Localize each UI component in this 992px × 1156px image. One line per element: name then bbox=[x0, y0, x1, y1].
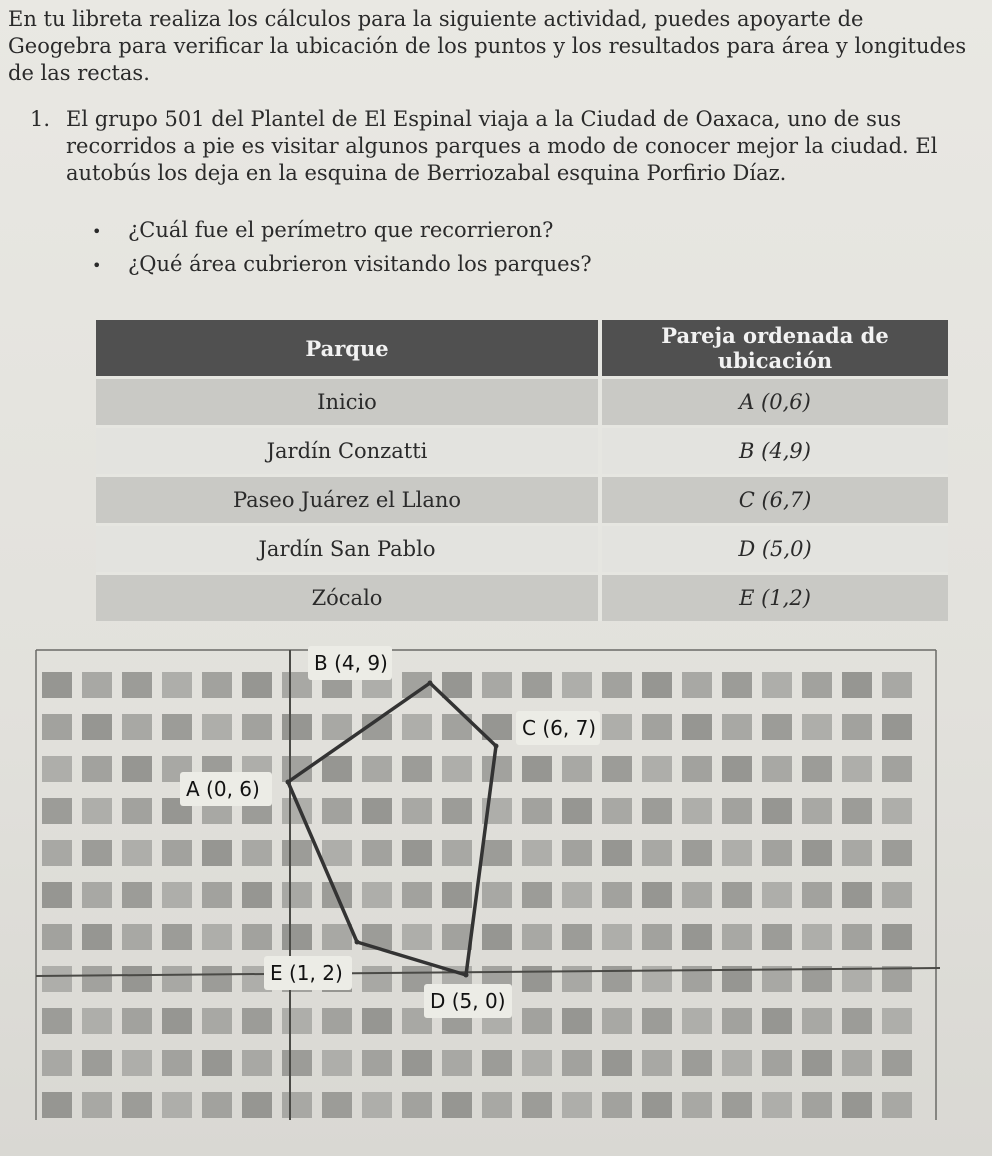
parks-table bbox=[96, 320, 948, 621]
city-block bbox=[82, 966, 112, 992]
park-coord: C (6,7) bbox=[600, 476, 948, 525]
city-block bbox=[562, 882, 592, 908]
city-block bbox=[402, 840, 432, 866]
city-block bbox=[802, 1050, 832, 1076]
city-block bbox=[562, 1092, 592, 1118]
city-block bbox=[562, 1050, 592, 1076]
city-block bbox=[762, 882, 792, 908]
city-block bbox=[242, 1092, 272, 1118]
point-label-d bbox=[424, 984, 512, 1018]
city-block bbox=[882, 1008, 912, 1034]
point-label-b bbox=[308, 646, 392, 680]
city-block bbox=[642, 672, 672, 698]
city-block bbox=[882, 714, 912, 740]
city-block bbox=[402, 714, 432, 740]
city-block bbox=[282, 714, 312, 740]
city-block bbox=[202, 1092, 232, 1118]
city-block bbox=[282, 672, 312, 698]
city-block bbox=[322, 1092, 352, 1118]
city-block bbox=[482, 672, 512, 698]
city-block bbox=[762, 672, 792, 698]
city-block bbox=[242, 714, 272, 740]
city-block bbox=[42, 714, 72, 740]
city-block bbox=[682, 1092, 712, 1118]
city-block bbox=[482, 924, 512, 950]
vertex-e bbox=[355, 940, 360, 945]
city-block bbox=[402, 1092, 432, 1118]
point-label-text: A (0, 6) bbox=[186, 777, 260, 801]
city-block bbox=[122, 924, 152, 950]
city-block bbox=[162, 840, 192, 866]
city-block bbox=[442, 882, 472, 908]
city-block bbox=[642, 882, 672, 908]
city-block bbox=[762, 714, 792, 740]
city-block bbox=[762, 1008, 792, 1034]
city-block bbox=[842, 714, 872, 740]
city-block bbox=[522, 672, 552, 698]
city-block bbox=[322, 840, 352, 866]
city-block bbox=[122, 1050, 152, 1076]
city-block bbox=[42, 1092, 72, 1118]
table-row bbox=[96, 525, 948, 574]
city-block bbox=[602, 1008, 632, 1034]
city-block bbox=[682, 672, 712, 698]
city-block bbox=[282, 924, 312, 950]
city-block bbox=[562, 798, 592, 824]
city-block bbox=[42, 672, 72, 698]
city-block bbox=[882, 672, 912, 698]
city-block bbox=[722, 798, 752, 824]
city-block bbox=[162, 1008, 192, 1034]
city-block bbox=[522, 882, 552, 908]
city-block bbox=[442, 924, 472, 950]
city-block bbox=[162, 966, 192, 992]
park-name: Zócalo bbox=[96, 574, 600, 622]
intro-paragraph: En tu libreta realiza los cálculos para la siguiente actividad, puedes apoyarte de Geogebra para verificar la ubicación de los puntos y los resultados para área y longitudes de las rectas. bbox=[8, 7, 967, 85]
city-block bbox=[882, 924, 912, 950]
park-coord: E (1,2) bbox=[600, 574, 948, 622]
city-block bbox=[122, 1008, 152, 1034]
city-block bbox=[322, 1050, 352, 1076]
city-block bbox=[802, 1092, 832, 1118]
city-block bbox=[602, 672, 632, 698]
city-block bbox=[842, 1008, 872, 1034]
city-block bbox=[322, 924, 352, 950]
city-block bbox=[282, 1008, 312, 1034]
park-coord: D (5,0) bbox=[600, 525, 948, 574]
table-row bbox=[96, 427, 948, 476]
header-park: Parque bbox=[96, 320, 600, 378]
problem-text: El grupo 501 del Plantel de El Espinal viaja a la Ciudad de Oaxaca, uno de sus recorridos a pie es visitar algunos parques a modo de conocer mejor la ciudad. El autobús los deja en la esquina de Berriozabal esquina Porfirio Díaz. bbox=[66, 107, 938, 185]
park-name: Paseo Juárez el Llano bbox=[96, 476, 600, 525]
city-block bbox=[522, 840, 552, 866]
vertex-b bbox=[428, 681, 433, 686]
city-block bbox=[242, 882, 272, 908]
city-block bbox=[442, 840, 472, 866]
city-block bbox=[762, 840, 792, 866]
city-block bbox=[562, 672, 592, 698]
city-block bbox=[562, 756, 592, 782]
city-block bbox=[642, 840, 672, 866]
city-block bbox=[122, 966, 152, 992]
city-block bbox=[602, 714, 632, 740]
city-block bbox=[122, 1092, 152, 1118]
city-block bbox=[842, 966, 872, 992]
table-row bbox=[96, 476, 948, 525]
city-block bbox=[522, 966, 552, 992]
city-block bbox=[122, 798, 152, 824]
city-block bbox=[762, 798, 792, 824]
city-block bbox=[82, 840, 112, 866]
city-block bbox=[802, 756, 832, 782]
city-block bbox=[722, 882, 752, 908]
vertex-d bbox=[464, 973, 469, 978]
city-block bbox=[82, 672, 112, 698]
point-label-a bbox=[180, 772, 272, 806]
point-label-text: B (4, 9) bbox=[314, 651, 388, 675]
vertex-c bbox=[494, 744, 499, 749]
city-block bbox=[882, 798, 912, 824]
table-row bbox=[96, 378, 948, 427]
city-block bbox=[242, 1008, 272, 1034]
city-block bbox=[282, 882, 312, 908]
city-block bbox=[522, 1092, 552, 1118]
city-block bbox=[442, 1050, 472, 1076]
city-block bbox=[882, 756, 912, 782]
city-block bbox=[642, 798, 672, 824]
city-block bbox=[82, 714, 112, 740]
city-block bbox=[482, 1050, 512, 1076]
city-block bbox=[202, 1050, 232, 1076]
city-block bbox=[722, 924, 752, 950]
city-block bbox=[682, 1050, 712, 1076]
city-block bbox=[722, 1008, 752, 1034]
city-block bbox=[842, 672, 872, 698]
city-map bbox=[0, 620, 992, 1156]
city-block bbox=[722, 1092, 752, 1118]
city-block bbox=[242, 672, 272, 698]
city-block bbox=[802, 1008, 832, 1034]
city-block bbox=[322, 756, 352, 782]
city-block bbox=[122, 840, 152, 866]
city-block bbox=[442, 756, 472, 782]
point-label-text: E (1, 2) bbox=[270, 961, 343, 985]
city-block bbox=[602, 798, 632, 824]
point-label-text: D (5, 0) bbox=[430, 989, 506, 1013]
city-block bbox=[362, 966, 392, 992]
city-block bbox=[802, 924, 832, 950]
city-block bbox=[682, 840, 712, 866]
city-block bbox=[42, 924, 72, 950]
point-label-text: C (6, 7) bbox=[522, 716, 597, 740]
city-block bbox=[762, 924, 792, 950]
city-block bbox=[82, 1008, 112, 1034]
city-block bbox=[522, 1008, 552, 1034]
city-block bbox=[882, 1050, 912, 1076]
city-block bbox=[402, 1050, 432, 1076]
city-block bbox=[42, 756, 72, 782]
city-block bbox=[202, 840, 232, 866]
city-block bbox=[842, 798, 872, 824]
city-block bbox=[42, 966, 72, 992]
city-block bbox=[722, 756, 752, 782]
city-block bbox=[42, 840, 72, 866]
city-block bbox=[122, 756, 152, 782]
point-label-c bbox=[516, 711, 600, 745]
city-block bbox=[42, 1050, 72, 1076]
city-block bbox=[82, 756, 112, 782]
question-area: • ¿Qué área cubrieron visitando los parques? bbox=[92, 248, 592, 282]
vertex-a bbox=[286, 780, 291, 785]
city-block bbox=[642, 924, 672, 950]
city-block bbox=[122, 882, 152, 908]
city-map-canvas bbox=[0, 620, 992, 1156]
city-block bbox=[162, 1050, 192, 1076]
city-block bbox=[242, 1050, 272, 1076]
city-block bbox=[682, 756, 712, 782]
city-block bbox=[202, 882, 232, 908]
city-block bbox=[522, 1050, 552, 1076]
city-block bbox=[202, 714, 232, 740]
city-block bbox=[402, 882, 432, 908]
city-block bbox=[802, 798, 832, 824]
city-block bbox=[362, 840, 392, 866]
city-block bbox=[522, 798, 552, 824]
city-block bbox=[562, 840, 592, 866]
city-block bbox=[202, 1008, 232, 1034]
city-block bbox=[602, 1050, 632, 1076]
city-block bbox=[722, 714, 752, 740]
park-name: Jardín Conzatti bbox=[96, 427, 600, 476]
city-block bbox=[202, 672, 232, 698]
city-block bbox=[42, 882, 72, 908]
city-block bbox=[642, 1008, 672, 1034]
city-block bbox=[442, 798, 472, 824]
header-coordinate: Pareja ordenada de ubicación bbox=[600, 320, 948, 378]
city-block bbox=[802, 714, 832, 740]
city-block bbox=[82, 1050, 112, 1076]
city-block bbox=[202, 924, 232, 950]
city-block bbox=[762, 1050, 792, 1076]
city-block bbox=[322, 1008, 352, 1034]
problem-number: 1. bbox=[30, 107, 51, 131]
city-block bbox=[282, 1050, 312, 1076]
city-block bbox=[162, 924, 192, 950]
park-coord: A (0,6) bbox=[600, 378, 948, 427]
park-name: Jardín San Pablo bbox=[96, 525, 600, 574]
city-block bbox=[362, 1092, 392, 1118]
city-block bbox=[802, 672, 832, 698]
city-block bbox=[442, 1092, 472, 1118]
city-block bbox=[682, 1008, 712, 1034]
city-block bbox=[362, 1008, 392, 1034]
city-block bbox=[322, 798, 352, 824]
city-block bbox=[642, 756, 672, 782]
city-block bbox=[162, 1092, 192, 1118]
point-label-e bbox=[264, 956, 352, 990]
city-block bbox=[82, 882, 112, 908]
city-block bbox=[122, 714, 152, 740]
city-block bbox=[842, 882, 872, 908]
city-block bbox=[762, 1092, 792, 1118]
table-row bbox=[96, 574, 948, 622]
city-block bbox=[562, 1008, 592, 1034]
city-block bbox=[682, 798, 712, 824]
city-block bbox=[522, 924, 552, 950]
city-block bbox=[522, 756, 552, 782]
city-block bbox=[282, 1092, 312, 1118]
city-block bbox=[402, 924, 432, 950]
city-block bbox=[202, 966, 232, 992]
city-block bbox=[482, 882, 512, 908]
city-block bbox=[602, 882, 632, 908]
city-block bbox=[82, 1092, 112, 1118]
city-block bbox=[42, 798, 72, 824]
city-block bbox=[842, 1092, 872, 1118]
city-block bbox=[642, 1050, 672, 1076]
city-block bbox=[402, 756, 432, 782]
city-block bbox=[602, 840, 632, 866]
park-coord: B (4,9) bbox=[600, 427, 948, 476]
city-block bbox=[482, 840, 512, 866]
city-block bbox=[842, 756, 872, 782]
city-block bbox=[242, 840, 272, 866]
city-block bbox=[602, 1092, 632, 1118]
city-block bbox=[322, 714, 352, 740]
city-block bbox=[362, 1050, 392, 1076]
city-block bbox=[362, 798, 392, 824]
city-block bbox=[802, 840, 832, 866]
city-block bbox=[242, 924, 272, 950]
city-block bbox=[882, 882, 912, 908]
city-block bbox=[842, 924, 872, 950]
city-block bbox=[682, 882, 712, 908]
city-block bbox=[842, 840, 872, 866]
city-block bbox=[282, 840, 312, 866]
city-block bbox=[842, 1050, 872, 1076]
city-block bbox=[82, 798, 112, 824]
city-block bbox=[162, 882, 192, 908]
city-block bbox=[162, 714, 192, 740]
city-block bbox=[162, 672, 192, 698]
city-block bbox=[362, 756, 392, 782]
city-block bbox=[722, 840, 752, 866]
city-block bbox=[882, 966, 912, 992]
city-block bbox=[562, 924, 592, 950]
city-block bbox=[882, 840, 912, 866]
city-block bbox=[122, 672, 152, 698]
city-block bbox=[602, 924, 632, 950]
city-block bbox=[562, 966, 592, 992]
city-block bbox=[802, 882, 832, 908]
city-block bbox=[682, 924, 712, 950]
city-block bbox=[42, 1008, 72, 1034]
question-perimeter: • ¿Cuál fue el perímetro que recorrieron? bbox=[92, 214, 592, 248]
city-block bbox=[722, 1050, 752, 1076]
city-block bbox=[402, 798, 432, 824]
city-block bbox=[642, 1092, 672, 1118]
city-block bbox=[362, 882, 392, 908]
park-name: Inicio bbox=[96, 378, 600, 427]
city-block bbox=[442, 672, 472, 698]
city-block bbox=[682, 714, 712, 740]
city-block bbox=[602, 756, 632, 782]
city-block bbox=[882, 1092, 912, 1118]
city-block bbox=[762, 756, 792, 782]
city-block bbox=[82, 924, 112, 950]
city-block bbox=[482, 1092, 512, 1118]
city-block bbox=[482, 756, 512, 782]
question-list bbox=[92, 214, 592, 282]
city-block bbox=[642, 714, 672, 740]
point-labels bbox=[180, 646, 600, 1018]
city-block bbox=[722, 672, 752, 698]
problem-1 bbox=[30, 106, 960, 185]
